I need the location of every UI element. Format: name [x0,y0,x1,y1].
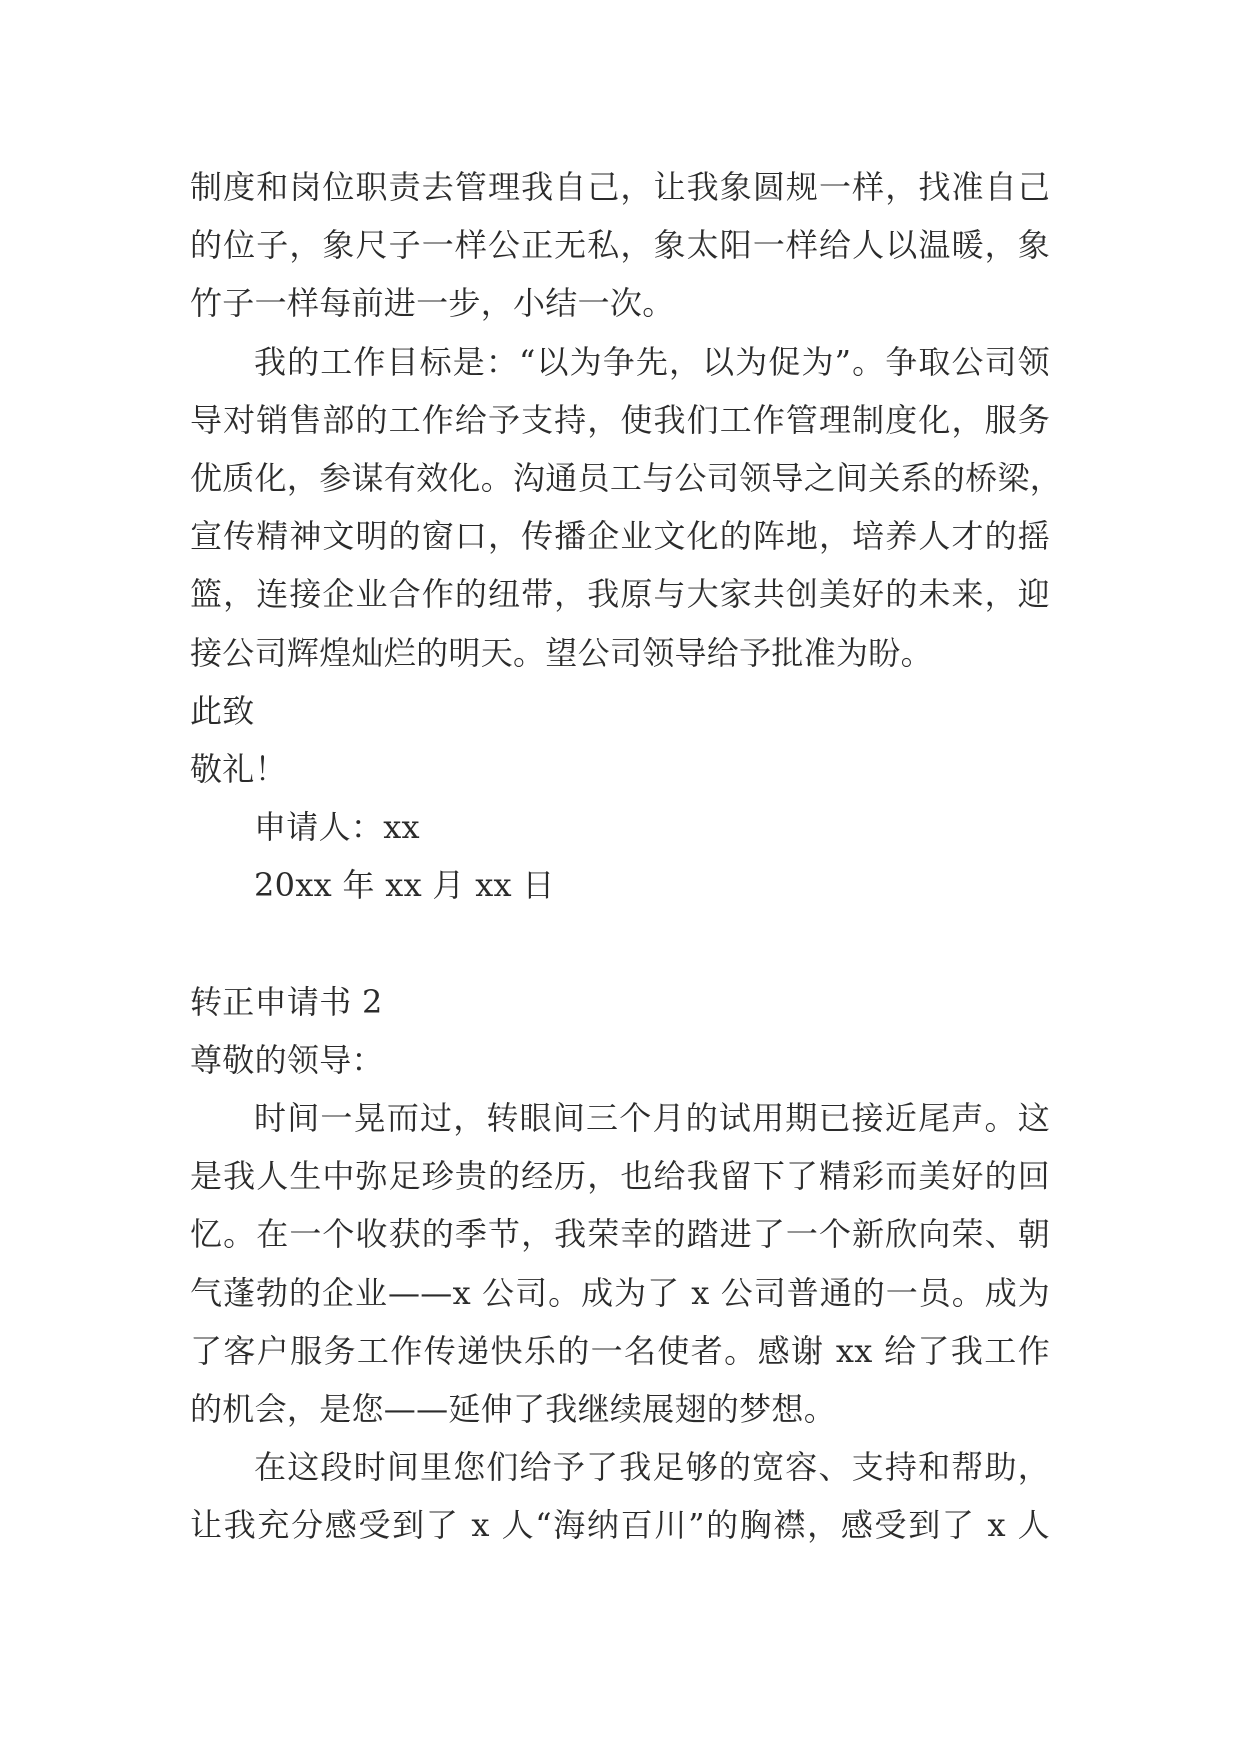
text-line: 让我充分感受到了 x 人“海纳百川”的胸襟，感受到了 x 人 [190,1506,1050,1545]
paragraph [190,158,1050,333]
closing-line: 敬礼！ [190,749,287,788]
text-line: 宣传精神文明的窗口，传播企业文化的阵地，培养人才的摇 [190,517,1050,556]
applicant-signature: 申请人：xx [254,808,420,847]
text-line: 气蓬勃的企业——x 公司。成为了 x 公司普通的一员。成为 [190,1273,1050,1312]
text-line: 是我人生中弥足珍贵的经历，也给我留下了精彩而美好的回 [190,1157,1050,1196]
text-line: 的位子，象尺子一样公正无私，象太阳一样给人以温暖，象 [190,226,1050,265]
spacer [190,914,1050,972]
paragraph [190,1089,1050,1438]
text-line: 导对销售部的工作给予支持，使我们工作管理制度化，服务 [190,400,1050,439]
section-title: 转正申请书 2 [190,982,383,1021]
document-body [190,158,1063,1555]
text-line: 的机会，是您——延伸了我继续展翅的梦想。 [190,1389,837,1428]
paragraph [190,1438,1050,1554]
text-line: 了客户服务工作传递快乐的一名使者。感谢 xx 给了我工作 [190,1331,1050,1370]
text-line: 忆。在一个收获的季节，我荣幸的踏进了一个新欣向荣、朝 [190,1215,1050,1254]
text-line: 时间一晃而过，转眼间三个月的试用期已接近尾声。这 [254,1099,1050,1137]
closing-line: 此致 [190,691,255,730]
letter-date: 20xx 年 xx 月 xx 日 [254,866,555,905]
text-line: 我的工作目标是：“以为争先，以为促为”。争取公司领 [254,342,1050,381]
paragraph [190,333,1063,682]
text-line: 篮，连接企业合作的纽带，我原与大家共创美好的未来，迎 [190,575,1050,614]
text-line: 在这段时间里您们给予了我足够的宽容、支持和帮助， [254,1448,1050,1487]
text-line: 接公司辉煌灿烂的明天。望公司领导给予批准为盼。 [190,633,933,672]
text-line: 优质化，参谋有效化。沟通员工与公司领导之间关系的桥梁， [190,458,1063,497]
salutation: 尊敬的领导： [190,1040,384,1079]
text-line: 竹子一样每前进一步，小结一次。 [190,284,675,323]
text-line: 制度和岗位职责去管理我自己，让我象圆规一样，找准自己 [190,168,1050,206]
